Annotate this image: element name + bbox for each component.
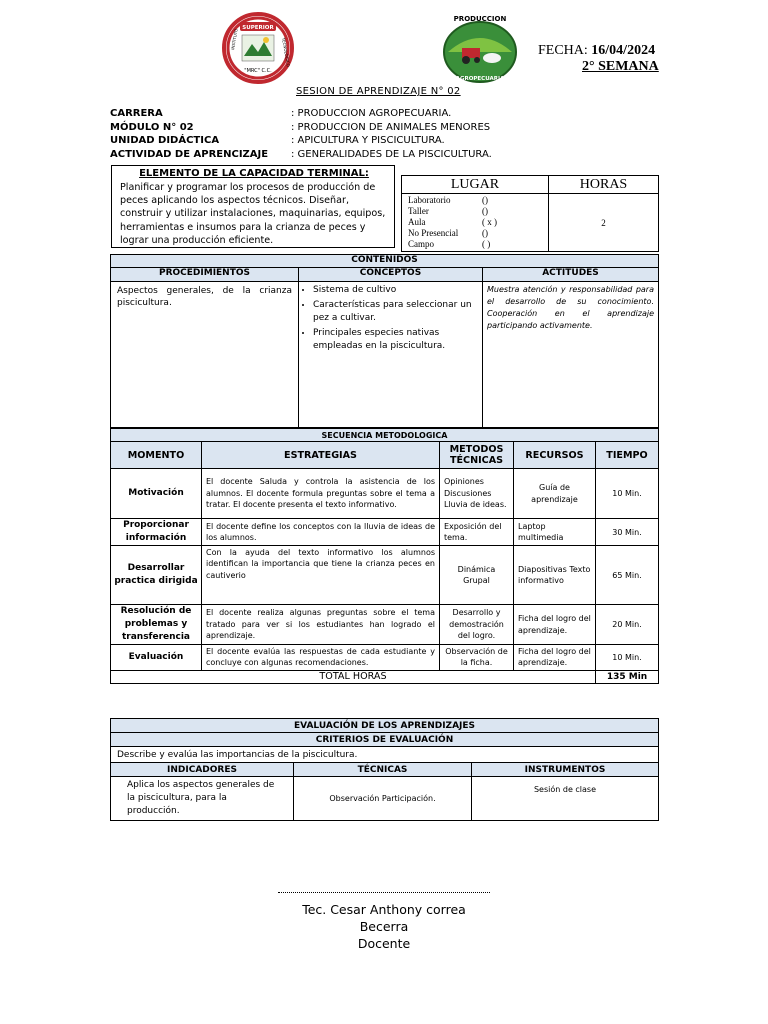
procedimientos-cell: Aspectos generales, de la crianza piscicultura. [111, 282, 299, 428]
agropecuaria-logo [440, 14, 520, 84]
momento-cell: Proporcionar información [111, 519, 202, 546]
info-value: : PRODUCCION DE ANIMALES MENORES [291, 121, 491, 133]
total-value: 135 Min [596, 670, 659, 683]
lugar-option [408, 217, 542, 228]
lugar-option [408, 228, 542, 239]
docente-role: Docente [357, 936, 411, 951]
elemento-title: ELEMENTO DE LA CAPACIDAD TERMINAL: [139, 168, 369, 179]
secuencia-table [110, 428, 659, 684]
evaluacion-band: EVALUACIÓN DE LOS APRENDIZAJES [111, 719, 659, 733]
horas-header: HORAS [549, 176, 659, 194]
contenidos-table [110, 254, 659, 428]
svg-text:AGROPECUARIA: AGROPECUARIA [455, 76, 505, 82]
tecnicas-cell: Observación Participación. [294, 777, 472, 821]
institute-logo [222, 12, 294, 84]
estrategias-header: ESTRATEGIAS [202, 442, 440, 469]
concepto-item: • Principales especies nativas empleadas en la piscicultura. [313, 327, 482, 353]
info-key: UNIDAD DIDÁCTICA [110, 135, 220, 147]
lugar-option-mark: () [482, 195, 488, 205]
svg-text:"MRC" C.C.: "MRC" C.C. [244, 68, 272, 74]
tiempo-cell: 30 Min. [596, 519, 659, 546]
info-row-unidad [110, 134, 492, 148]
evaluacion-table [110, 718, 659, 821]
recursos-cell: Guía de aprendizaje [514, 469, 596, 519]
table-row [111, 546, 659, 605]
conceptos-list [299, 284, 482, 353]
info-value: : GENERALIDADES DE LA PISCICULTURA. [291, 148, 492, 160]
criterios-band: CRITERIOS DE EVALUACIÓN [111, 733, 659, 747]
actitudes-header: ACTITUDES [483, 268, 659, 282]
concepto-item: • Características para seleccionar un pez a cultivar. [313, 299, 482, 325]
info-value: : APICULTURA Y PISCICULTURA. [291, 135, 445, 147]
metodos-cell: Observación de la ficha. [440, 645, 514, 671]
tecnicas-header: TÉCNICAS [294, 763, 472, 777]
estrategias-cell: El docente define los conceptos con la lluvia de ideas de los alumnos. [202, 519, 440, 546]
estrategias-cell: Con la ayuda del texto informativo los alumnos identifican la importancia que tiene la crianza peces en cautiverio [202, 546, 440, 605]
secuencia-band: SECUENCIA METODOLOGICA [111, 429, 659, 442]
instrumentos-cell: Sesión de clase [472, 777, 659, 821]
lugar-option [408, 206, 542, 217]
lugar-horas-table [401, 175, 659, 252]
recursos-cell: Laptop multimedia [514, 519, 596, 546]
recursos-cell: Ficha del logro del aprendizaje. [514, 605, 596, 645]
metodos-cell: Desarrollo y demostración del logro. [440, 605, 514, 645]
table-row [111, 605, 659, 645]
tiempo-cell: 65 Min. [596, 546, 659, 605]
recursos-cell: Diapositivas Texto informativo [514, 546, 596, 605]
tiempo-cell: 10 Min. [596, 469, 659, 519]
metodos-cell: Dinámica Grupal [440, 546, 514, 605]
estrategias-cell: El docente Saluda y controla la asistencia de los alumnos. El docente formula preguntas sobre el tema a tratar. El docente presenta el texto informativo. [202, 469, 440, 519]
lugar-option-name: Aula [408, 217, 426, 227]
signature-line [278, 892, 490, 893]
recursos-header: RECURSOS [514, 442, 596, 469]
metodos-header: METODOS TÉCNICAS [440, 442, 514, 469]
horas-value: 2 [549, 194, 659, 252]
info-row-actividad [110, 148, 492, 162]
info-key: MÓDULO N° 02 [110, 121, 194, 133]
table-row [111, 519, 659, 546]
criterio-cell: Describe y evalúa las importancias de la piscicultura. [111, 747, 659, 763]
momento-cell: Motivación [111, 469, 202, 519]
course-info [110, 107, 492, 161]
fecha [538, 43, 655, 59]
elemento-capacidad-box [111, 165, 395, 248]
estrategias-cell: El docente evalúa las respuestas de cada estudiante y concluye con algunas recomendaciones. [202, 645, 440, 671]
tiempo-cell: 10 Min. [596, 645, 659, 671]
svg-text:SUPERIOR: SUPERIOR [242, 25, 274, 31]
fecha-value: 16/04/2024 [591, 43, 656, 58]
elemento-body: Planificar y programar los procesos de producción de peces aplicando los aspectos técnicos. Diseñar, construir y utilizar instalaciones, maquinarias, equipos, herramientas e insumos para la crianza de peces y lograr una producción eficiente. [120, 182, 386, 246]
momento-cell: Evaluación [111, 645, 202, 671]
contenidos-band: CONTENIDOS [111, 255, 659, 268]
session-title: SESION DE APRENDIZAJE N° 02 [296, 86, 461, 97]
momento-cell: Desarrollar practica dirigida [111, 546, 202, 605]
lugar-option-mark: () [482, 206, 488, 216]
lugar-option-name: Taller [408, 206, 429, 216]
momento-cell: Resolución de problemas y transferencia [111, 605, 202, 645]
info-key: ACTIVIDAD DE APRENCIZAJE [110, 148, 269, 160]
info-value: : PRODUCCION AGROPECUARIA. [291, 108, 452, 119]
tiempo-header: TIEMPO [596, 442, 659, 469]
table-row [111, 469, 659, 519]
metodos-cell: Exposición del tema. [440, 519, 514, 546]
svg-text:PRODUCCION: PRODUCCION [453, 15, 507, 23]
info-row-modulo [110, 121, 492, 135]
svg-text:INSTITUTO: INSTITUTO [230, 28, 239, 51]
semana: 2° SEMANA [582, 59, 659, 74]
indicador-cell: Aplica los aspectos generales de la piscicultura, para la producción. [111, 777, 294, 821]
signature-block [278, 901, 490, 952]
table-row [111, 645, 659, 671]
procedimientos-header: PROCEDIMIENTOS [111, 268, 299, 282]
lugar-option-name: Campo [408, 239, 434, 249]
conceptos-header: CONCEPTOS [299, 268, 483, 282]
lugar-option-name: Laboratorio [408, 195, 451, 205]
conceptos-cell [299, 282, 483, 428]
actitudes-cell: Muestra atención y responsabilidad para el desarrollo de su conocimiento. Cooperación en el aprendizaje participando activamente. [483, 282, 659, 428]
indicadores-header: INDICADORES [111, 763, 294, 777]
svg-text:TECNOLÓGICO: TECNOLÓGICO [281, 37, 292, 68]
estrategias-cell: El docente realiza algunas preguntas sobre el tema tratado para ver si los estudiantes han logrado el aprendizaje. [202, 605, 440, 645]
total-label: TOTAL HORAS [111, 670, 596, 683]
tiempo-cell: 20 Min. [596, 605, 659, 645]
metodos-cell: Opiniones Discusiones Lluvia de ideas. [440, 469, 514, 519]
momento-header: MOMENTO [111, 442, 202, 469]
lugar-option-mark: ( x ) [482, 217, 497, 227]
lugar-header: LUGAR [402, 176, 549, 194]
lugar-option [408, 239, 542, 250]
lugar-option [408, 195, 542, 206]
instrumentos-header: INSTRUMENTOS [472, 763, 659, 777]
fecha-label: FECHA: [538, 43, 588, 58]
info-key: CARRERA [110, 108, 163, 119]
lugar-option-mark: () [482, 228, 488, 238]
lugar-options [402, 194, 549, 252]
lugar-option-name: No Presencial [408, 228, 459, 238]
docente-name: Tec. Cesar Anthony correa Becerra [302, 902, 466, 934]
recursos-cell: Ficha del logro del aprendizaje. [514, 645, 596, 671]
info-row-carrera [110, 107, 492, 121]
lugar-option-mark: ( ) [482, 239, 491, 249]
concepto-item: • Sistema de cultivo [313, 284, 482, 297]
